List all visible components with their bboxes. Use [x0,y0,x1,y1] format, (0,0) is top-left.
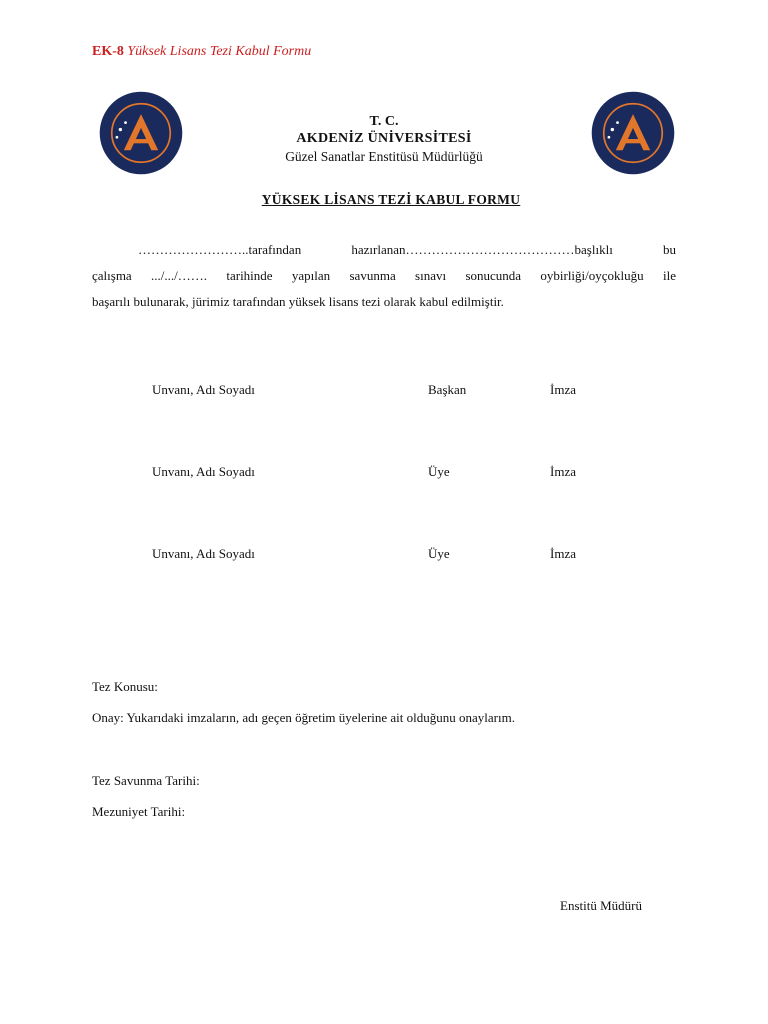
paragraph-line [92,263,676,289]
paragraph-word: ……………………..tarafından [138,242,302,257]
paragraph-word: sınavı [415,268,447,283]
paragraph-word: yapılan [291,268,331,283]
jury-row [0,464,768,484]
form-code-title: Yüksek Lisans Tezi Kabul Formu [127,44,312,59]
paragraph-word: ile [662,268,676,283]
paragraph-word: tarihinde [226,268,273,283]
jury-row [0,382,768,402]
signature-label: İmza [550,546,576,561]
acceptance-paragraph [92,237,676,315]
jury-name-label: Unvanı, Adı Soyadı [152,546,255,561]
paragraph-word: bu [663,242,676,257]
country-heading: T. C. [369,114,399,129]
jury-role: Başkan [428,382,467,397]
signature-label: İmza [550,382,576,397]
institute-director-label: Enstitü Müdürü [560,898,642,913]
university-name: AKDENİZ ÜNİVERSİTESİ [296,131,472,146]
graduation-date-label: Mezuniyet Tarihi: [92,804,186,819]
paragraph-word: çalışma [92,268,132,283]
paragraph-word: oybirliği/oyçokluğu [540,268,644,283]
paragraph-word: savunma [349,268,396,283]
paragraph-word: .../.../……. [151,268,208,283]
form-code: EK-8 [92,44,124,59]
department-name: Güzel Sanatlar Enstitüsü Müdürlüğü [285,149,483,164]
defense-date-label: Tez Savunma Tarihi: [92,773,200,788]
jury-role: Üye [428,546,450,561]
paragraph-word: hazırlanan…………………………………başlıklı [351,242,613,257]
form-code-header [92,44,311,60]
form-title: YÜKSEK LİSANS TEZİ KABUL FORMU [261,192,521,207]
paragraph-word: sonucunda [465,268,522,283]
jury-name-label: Unvanı, Adı Soyadı [152,464,255,479]
jury-name-label: Unvanı, Adı Soyadı [152,382,255,397]
signature-label: İmza [550,464,576,479]
jury-row [0,546,768,566]
jury-role: Üye [428,464,450,479]
paragraph-line [92,237,676,263]
thesis-topic-label: Tez Konusu: [92,679,158,694]
paragraph-line: başarılı bulunarak, jürimiz tarafından yüksek lisans tezi olarak kabul edilmiştir. [92,294,504,309]
approval-statement: Onay: Yukarıdaki imzaların, adı geçen öğretim üyelerine ait olduğunu onaylarım. [92,710,515,725]
